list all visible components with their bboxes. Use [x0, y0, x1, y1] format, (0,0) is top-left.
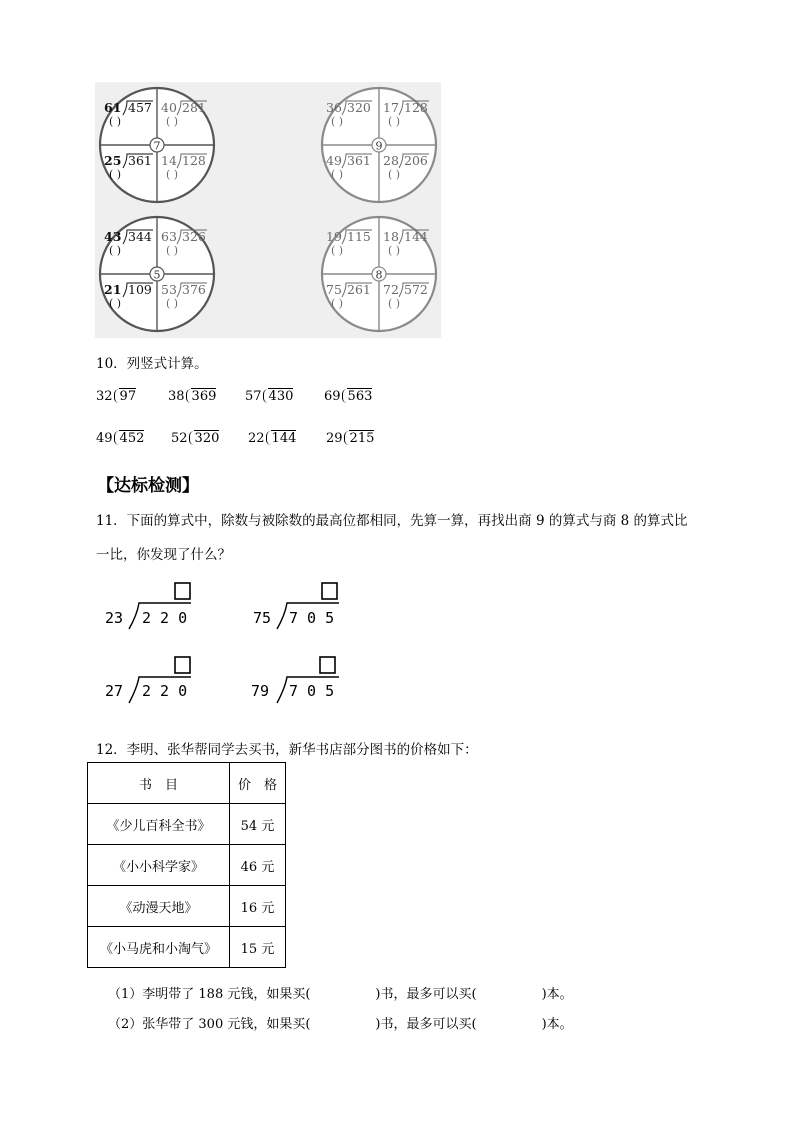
divisor: 29 [326, 431, 343, 446]
question-12-text: 12．李明、张华帮同学去买书，新华书店部分图书的价格如下： [96, 742, 478, 758]
circle-divisor: 75 [326, 282, 342, 297]
long-division-2 [253, 583, 339, 629]
question-12-part-1: （1）李明带了 188 元钱，如果买( )书，最多可以买( )本。 [108, 987, 573, 1002]
table-row [88, 845, 286, 886]
long-division-3 [105, 657, 191, 703]
vertical-division-q10-2 [168, 388, 216, 404]
answer-parens: ( ) [388, 168, 401, 181]
divisor: 38 [168, 389, 185, 404]
circle-dividend: 109 [128, 282, 152, 297]
circle-divisor: 36 [326, 100, 342, 115]
header-title: 书 目 [88, 763, 230, 804]
circle-divisor: 43 [104, 229, 122, 244]
circle-dividend: 320 [347, 100, 371, 115]
dividend: 452 [119, 431, 145, 446]
center-quotient: 5 [153, 268, 161, 282]
answer-parens: ( ) [109, 297, 122, 310]
dividend: 215 [349, 431, 375, 446]
divisor: 49 [96, 431, 113, 446]
circle-divisor: 14 [161, 153, 177, 168]
dividend: 7 0 5 [289, 609, 335, 627]
divisor: 27 [105, 682, 124, 700]
circle-dividend: 572 [404, 282, 428, 297]
dividend: 2 2 0 [142, 609, 188, 627]
circle-divisor: 40 [161, 100, 177, 115]
circle-dividend: 361 [347, 153, 371, 168]
circle-divisor: 21 [104, 282, 122, 297]
division-circles-figure [95, 82, 441, 338]
book-price: 46 元 [230, 845, 286, 886]
divisor: 79 [251, 682, 270, 700]
question-11-line2: 一比，你发现了什么？ [96, 547, 231, 563]
book-title: 《小马虎和小淘气》 [88, 927, 230, 968]
table-row [88, 886, 286, 927]
circle-divisor: 49 [326, 153, 342, 168]
circle-dividend: 344 [128, 229, 152, 244]
center-quotient: 9 [375, 139, 383, 153]
circle-dividend: 281 [182, 100, 206, 115]
quotient-answer-box [320, 657, 335, 673]
vertical-division-q10-8 [326, 430, 374, 446]
division-circles-image [95, 82, 441, 338]
long-division-problems [95, 575, 355, 710]
answer-parens: ( ) [166, 244, 179, 257]
divisor: 52 [171, 431, 188, 446]
dividend: 97 [119, 389, 137, 404]
answer-parens: ( ) [166, 168, 179, 181]
circle-dividend: 326 [182, 229, 206, 244]
vertical-division-q10-6 [171, 430, 219, 446]
circle-divisor: 63 [161, 229, 177, 244]
circle-divisor: 18 [383, 229, 399, 244]
answer-parens: ( ) [388, 115, 401, 128]
circle-dividend: 115 [347, 229, 371, 244]
answer-parens: ( ) [388, 244, 401, 257]
quotient-answer-box [322, 583, 337, 599]
circle-dividend: 457 [128, 100, 152, 115]
answer-parens: ( ) [166, 297, 179, 310]
long-division-1 [105, 583, 191, 629]
answer-parens: ( ) [109, 168, 122, 181]
dividend: 7 0 5 [289, 682, 335, 700]
quotient-answer-box [175, 583, 190, 599]
circle-dividend: 376 [182, 282, 206, 297]
answer-parens: ( ) [331, 297, 344, 310]
answer-parens: ( ) [109, 244, 122, 257]
header-price: 价 格 [230, 763, 286, 804]
circle-dividend: 261 [347, 282, 371, 297]
vertical-division-q10-5 [96, 430, 144, 446]
divisor: 32 [96, 389, 113, 404]
book-title: 《少儿百科全书》 [88, 804, 230, 845]
question-12-part-2: （2）张华带了 300 元钱，如果买( )书，最多可以买( )本。 [108, 1017, 573, 1032]
vertical-division-q10-4 [324, 388, 372, 404]
center-quotient: 7 [153, 139, 161, 153]
circle-divisor: 17 [383, 100, 399, 115]
circle-divisor: 25 [104, 153, 122, 168]
question-10-text: 10．列竖式计算。 [96, 356, 208, 372]
divisor: 23 [105, 609, 124, 627]
divisor: 22 [248, 431, 265, 446]
circle-dividend: 206 [404, 153, 428, 168]
circle-divisor: 53 [161, 282, 177, 297]
book-price: 54 元 [230, 804, 286, 845]
book-price: 16 元 [230, 886, 286, 927]
vertical-division-q10-1 [96, 388, 136, 404]
circle-dividend: 144 [404, 229, 428, 244]
circle-divisor: 19 [326, 229, 342, 244]
table-row [88, 927, 286, 968]
circle-divisor: 61 [104, 100, 122, 115]
center-quotient: 8 [375, 268, 383, 282]
answer-parens: ( ) [388, 297, 401, 310]
question-11-line1: 11．下面的算式中，除数与被除数的最高位都相同，先算一算，再找出商 9 的算式与商 8 的算式比 [96, 513, 688, 529]
quotient-answer-box [175, 657, 190, 673]
circle-dividend: 128 [182, 153, 206, 168]
answer-parens: ( ) [331, 244, 344, 257]
book-price-table [87, 762, 286, 968]
answer-parens: ( ) [166, 115, 179, 128]
circle-divisor: 28 [383, 153, 399, 168]
vertical-division-q10-3 [245, 388, 293, 404]
dividend: 2 2 0 [142, 682, 188, 700]
divisor: 75 [253, 609, 272, 627]
circle-divisor: 72 [383, 282, 399, 297]
dividend: 369 [191, 389, 217, 404]
vertical-division-q10-7 [248, 430, 296, 446]
book-title: 《小小科学家》 [88, 845, 230, 886]
circle-dividend: 361 [128, 153, 152, 168]
division-circle [100, 217, 214, 331]
dividend: 430 [268, 389, 294, 404]
table-header-row [88, 763, 286, 804]
book-title: 《动漫天地》 [88, 886, 230, 927]
book-price: 15 元 [230, 927, 286, 968]
dividend: 563 [347, 389, 373, 404]
section-title: 【达标检测】 [97, 476, 199, 496]
dividend: 144 [271, 431, 297, 446]
divisor: 57 [245, 389, 262, 404]
long-division-4 [251, 657, 339, 703]
division-circle [100, 88, 214, 202]
division-circle [322, 217, 436, 331]
answer-parens: ( ) [331, 168, 344, 181]
division-circle [322, 88, 436, 202]
table-row [88, 804, 286, 845]
divisor: 69 [324, 389, 341, 404]
answer-parens: ( ) [331, 115, 344, 128]
circle-dividend: 128 [404, 100, 428, 115]
dividend: 320 [194, 431, 220, 446]
answer-parens: ( ) [109, 115, 122, 128]
